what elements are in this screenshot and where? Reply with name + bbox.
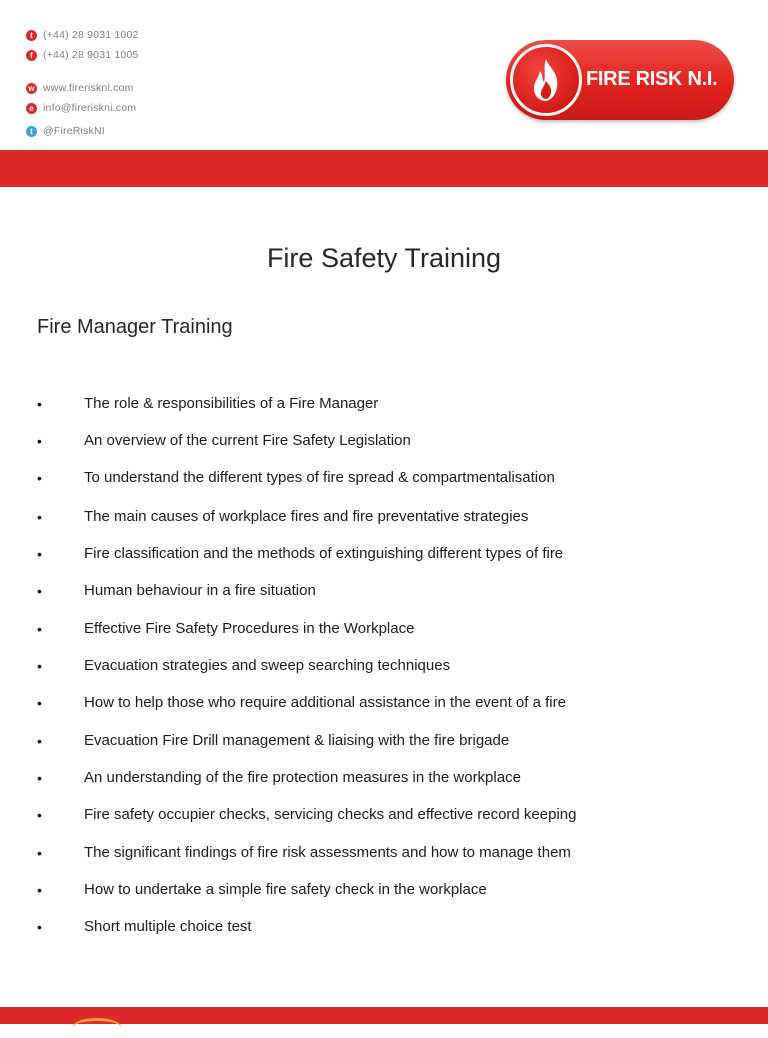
list-item-text: How to help those who require additional assistance in the event of a fire [84,694,566,711]
email-contact [26,102,136,114]
list-item-text: Evacuation strategies and sweep searching techniques [84,657,451,674]
logo-emblem [510,44,582,116]
list-item-text: The main causes of workplace fires and fire preventative strategies [84,508,529,525]
footer-logo-arc [72,1018,122,1038]
website-link[interactable]: www.fireriskni.com [43,82,134,94]
bullet-icon: • [37,470,42,486]
fire-risk-logo [506,40,734,120]
logo-text: FIRE RISK N.I. [586,68,718,90]
page-title: Fire Safety Training [266,243,502,273]
fax-contact [26,49,139,61]
bullet-icon: • [37,845,42,861]
list-item-text: An overview of the current Fire Safety Legislation [84,432,411,449]
twitter-contact [26,125,105,137]
fax-number: (+44) 28 9031 1005 [43,49,139,61]
email-icon: e [26,103,37,114]
bullet-icon: • [37,396,42,412]
fax-icon: f [26,50,37,61]
bullet-icon: • [37,695,42,711]
bullet-icon: • [37,770,42,786]
phone-number[interactable]: (+44) 28 9031 1002 [43,29,139,41]
list-item-text: Fire classification and the methods of extinguishing different types of fire [84,545,564,562]
bullet-icon: • [37,733,42,749]
twitter-handle[interactable]: @FireRiskNI [43,125,105,137]
list-item-text: Short multiple choice test [84,918,252,935]
header-red-band [0,150,768,187]
list-item-text: Effective Fire Safety Procedures in the Workplace [84,620,415,637]
flame-icon [513,47,579,113]
web-icon: w [26,83,37,94]
telephone-icon: t [26,30,37,41]
list-item-text: Evacuation Fire Drill management & liaising with the fire brigade [84,732,510,749]
web-contact [26,82,134,94]
list-item-text: The significant findings of fire risk assessments and how to manage them [84,844,571,861]
bullet-icon: • [37,433,42,449]
phone-contact [26,29,139,41]
bullet-icon: • [37,621,42,637]
email-link[interactable]: info@fireriskni.com [43,102,137,114]
bullet-icon: • [37,807,42,823]
list-item-text: To understand the different types of fire spread & compartmentalisation [84,469,555,486]
bullet-icon: • [37,658,42,674]
bullet-icon: • [37,546,42,562]
bullet-icon: • [37,882,42,898]
list-item-text: Human behaviour in a fire situation [84,582,316,599]
bullet-icon: • [37,509,42,525]
section-title: Fire Manager Training [37,316,233,338]
bullet-icon: • [37,583,42,599]
list-item-text: An understanding of the fire protection measures in the workplace [84,769,521,786]
list-item-text: Fire safety occupier checks, servicing checks and effective record keeping [84,806,577,823]
bullet-icon: • [37,919,42,935]
list-item-text: How to undertake a simple fire safety check in the workplace [84,881,487,898]
twitter-icon: t [26,126,37,137]
list-item-text: The role & responsibilities of a Fire Manager [84,395,379,412]
